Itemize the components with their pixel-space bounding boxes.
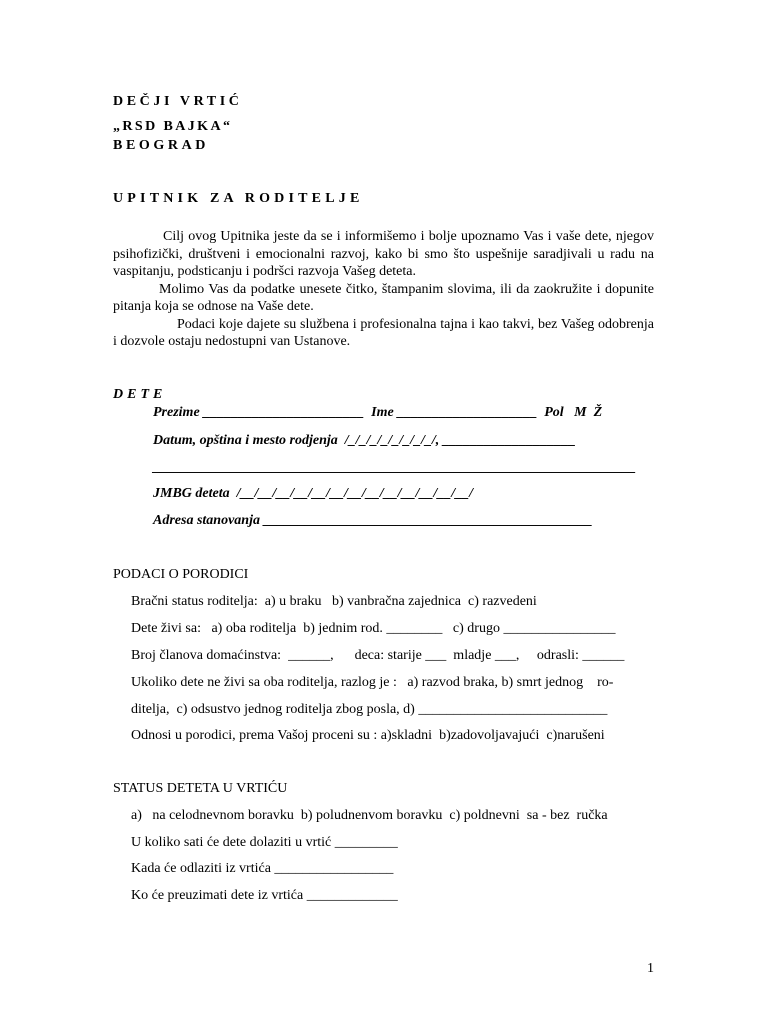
family-reason-continuation-line[interactable]: ditelja, c) odsustvo jednog roditelja zbog posla, d) ___________________________ xyxy=(131,702,608,717)
status-departure-time-line[interactable]: Kada će odlaziti iz vrtića _________________ xyxy=(131,861,394,876)
family-section-heading: PODACI O PORODICI xyxy=(113,567,249,582)
child-name-line[interactable]: Prezime _______________________ Ime ____________________ Pol M Ž xyxy=(153,405,603,420)
page-number: 1 xyxy=(647,961,654,976)
intro-paragraph-3: Podaci koje dajete su službena i profesionalna tajna i kao takvi, bez Vašeg odobrenja i dozvole ostaju nedostupni van Ustanove. xyxy=(113,316,654,349)
status-arrival-time-line[interactable]: U koliko sati će dete dolaziti u vrtić _________ xyxy=(131,835,398,850)
child-section-heading: DETE xyxy=(113,387,167,402)
family-relations-line[interactable]: Odnosi u porodici, prema Vašoj proceni su : a)skladni b)zadovoljavajući c)narušeni xyxy=(131,728,605,743)
family-lives-with-line[interactable]: Dete živi sa: a) oba roditelja b) jednim rod. ________ c) drugo ________________ xyxy=(131,621,616,636)
family-marital-status-line[interactable]: Bračni status roditelja: a) u braku b) vanbračna zajednica c) razvedeni xyxy=(131,594,537,609)
kindergarten-unit: „RSD BAJKA“ xyxy=(113,119,233,134)
kindergarten-city: BEOGRAD xyxy=(113,138,209,153)
family-reason-line[interactable]: Ukoliko dete ne živi sa oba roditelja, razlog je : a) razvod braka, b) smrt jednog ro- xyxy=(131,675,614,690)
intro-paragraph-1: Cilj ovog Upitnika jeste da se i informišemo i bolje upoznamo Vas i vaše dete, njegov psihofizički, društveni i emocionalni razvoj, kako bi smo što uspešnije saradjivali u radu na vaspitanju, podsticanju i podršci razvoja Vašeg deteta. xyxy=(113,229,654,279)
child-jmbg-line[interactable]: JMBG deteta /__/__/__/__/__/__/__/__/__/__/__/__/__/ xyxy=(153,486,474,501)
intro-text xyxy=(113,228,654,351)
child-address-line[interactable]: Adresa stanovanja _______________________________________________ xyxy=(153,513,593,528)
kindergarten-name: DEČJI VRTIĆ xyxy=(113,94,243,109)
intro-paragraph-2: Molimo Vas da podatke unesete čitko, štampanim slovima, ili da zaokružite i dopunite pitanja koja se odnose na Vaše dete. xyxy=(113,281,654,314)
child-birth-line[interactable]: Datum, opština i mesto rodjenja /_/_/_/_/_/_/_/_/, ___________________ xyxy=(153,433,576,448)
status-section-heading: STATUS DETETA U VRTIĆU xyxy=(113,781,288,796)
status-stay-type-line[interactable]: a) na celodnevnom boravku b) poludnenvom boravku c) poldnevni sa - bez ručka xyxy=(131,808,608,823)
family-household-members-line[interactable]: Broj članova domaćinstva: ______, deca: starije ___ mladje ___, odrasli: ______ xyxy=(131,648,625,663)
status-pickup-person-line[interactable]: Ko će preuzimati dete iz vrtića _____________ xyxy=(131,888,398,903)
questionnaire-title: UPITNIK ZA RODITELJE xyxy=(113,191,364,206)
child-birth-continuation-line[interactable]: _____________________________________________________________________ xyxy=(153,460,636,475)
